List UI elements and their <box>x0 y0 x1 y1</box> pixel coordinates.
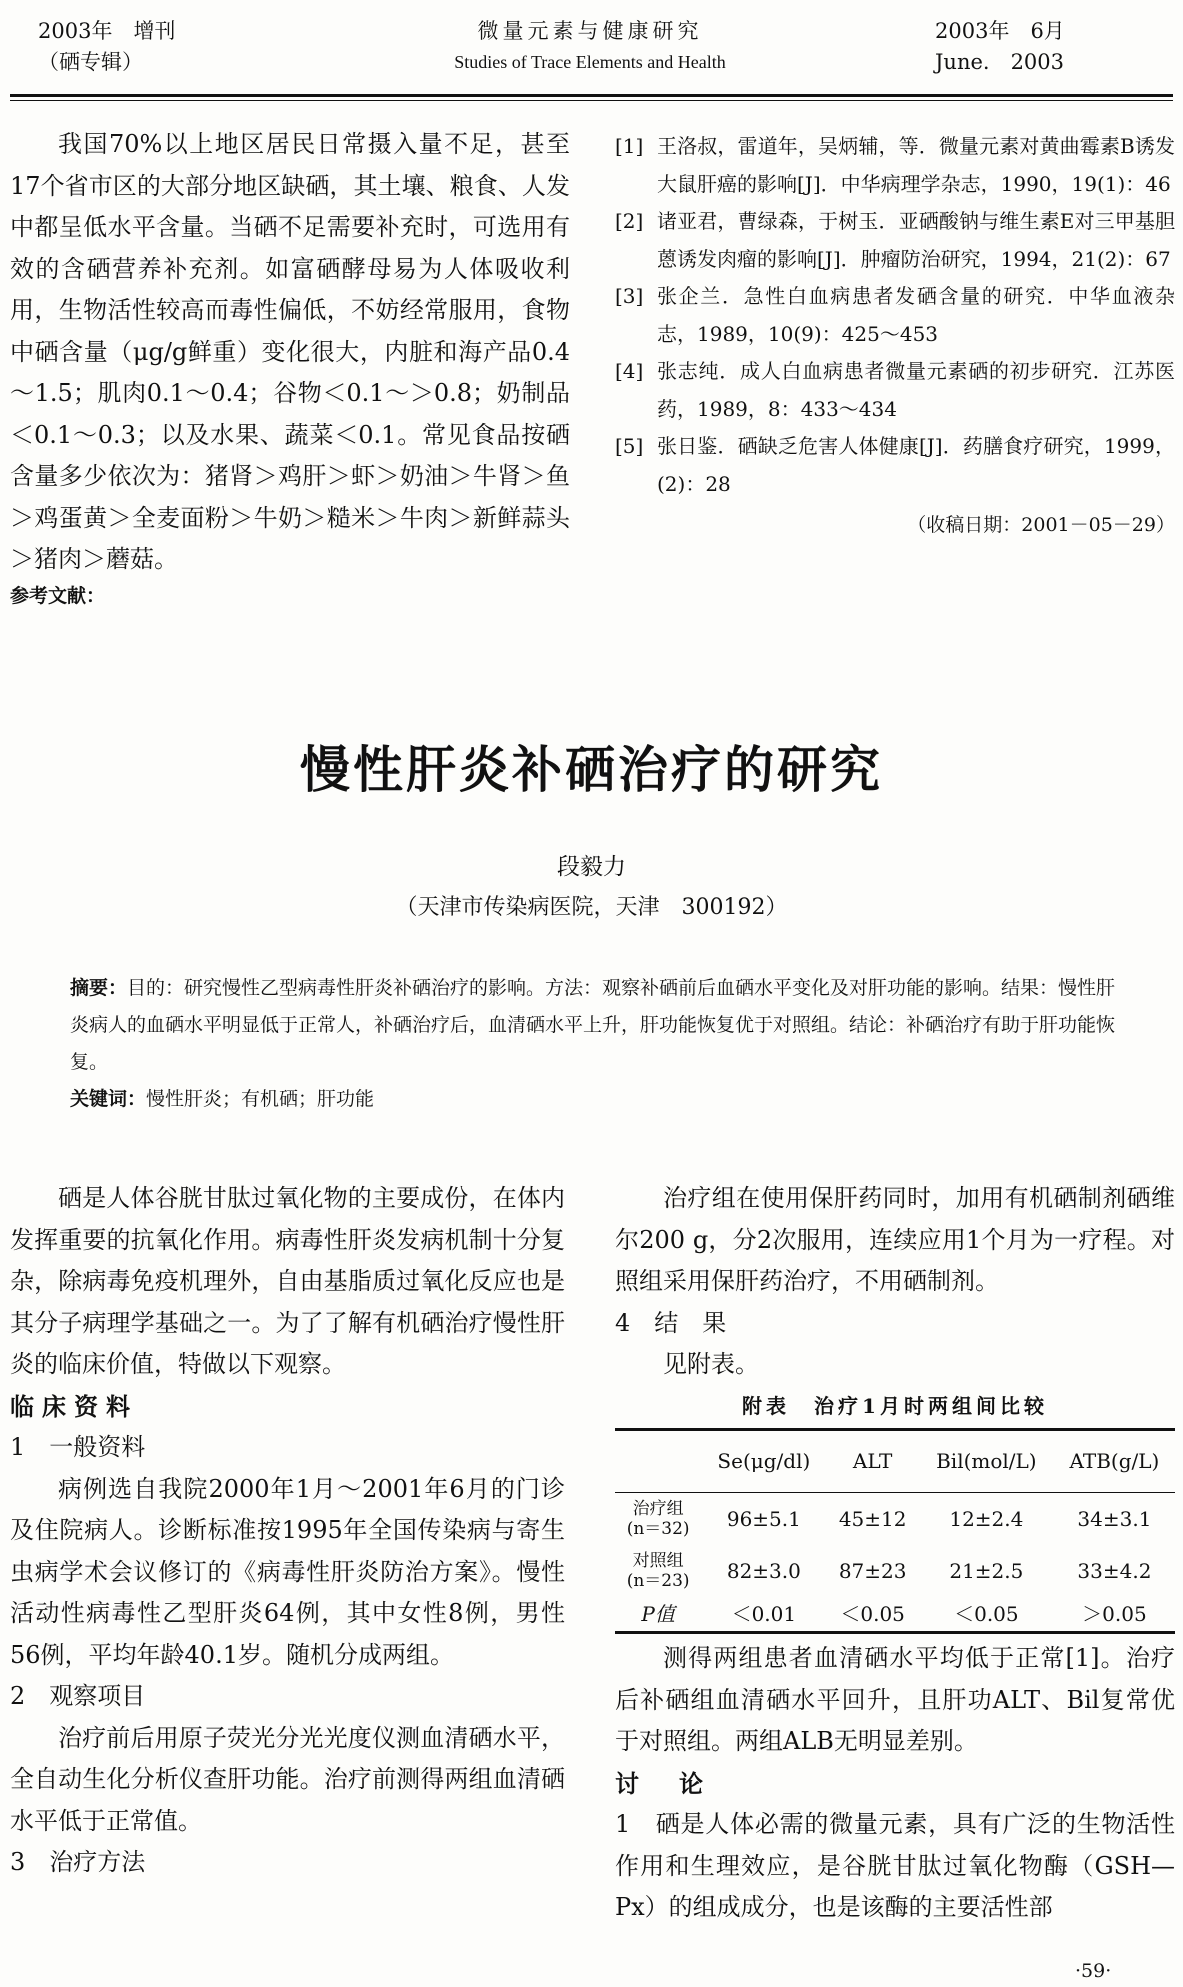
header-date <box>935 16 1065 78</box>
discussion-paragraph: 1 硒是人体必需的微量元素，具有广泛的生物活性作用和生理效应，是谷胱甘肽过氧化物酶（GSH—Px）的组成成分，也是该酶的主要活性部 <box>615 1810 1175 1921</box>
general-data-paragraph: 病例选自我院2000年1月～2001年6月的门诊及住院病人。诊断标准按1995年全国传染病与寄生虫病学术会议修订的《病毒性肝炎防治方案》。慢性活动性病毒性乙型肝炎64例，其中女性8例，男性56例，平均年龄40.1岁。随机分成两组。 <box>10 1474 565 1669</box>
reference-text: 张企兰．急性白血病患者发硒含量的研究．中华血液杂志，1989，10(9)：425～453 <box>657 284 1175 346</box>
table-cell: ＜0.01 <box>701 1597 826 1633</box>
header-year-supplement: 2003年 增刊 <box>38 19 176 43</box>
header-journal <box>320 16 860 78</box>
table-cell: ＜0.05 <box>919 1597 1054 1633</box>
subheading-treatment: 3 治疗方法 <box>10 1848 146 1876</box>
table-row <box>615 1545 1175 1597</box>
body-right-column <box>615 1178 1175 1929</box>
subheading-general: 1 一般资料 <box>10 1433 146 1461</box>
body-left-column <box>10 1178 565 1884</box>
reference-text: 张志纯．成人白血病患者微量元素硒的初步研究．江苏医药，1989，8：433～434 <box>657 359 1175 421</box>
results-table-reference: 见附表。 <box>663 1350 759 1378</box>
group-name: 对照组 <box>632 1551 684 1571</box>
comparison-table <box>615 1428 1175 1635</box>
reference-number: [3] <box>615 284 644 308</box>
table-cell: 96±5.1 <box>726 1507 801 1531</box>
group-n: (n＝23) <box>626 1571 690 1591</box>
subheading-results: 4 结 果 <box>615 1308 727 1337</box>
results-paragraph: 测得两组患者血清硒水平均低于正常[1]。治疗后补硒组血清硒水平回升，且肝功ALT、Bil复常优于对照组。两组ALB无明显差别。 <box>615 1644 1175 1755</box>
reference-text: 王洛叔，雷道年，吴炳辅，等．微量元素对黄曲霉素B诱发大鼠肝癌的影响[J]．中华病理学杂志，1990，19(1)：46 <box>657 134 1175 196</box>
reference-number: [4] <box>615 359 644 383</box>
table-cell: 87±23 <box>838 1559 907 1583</box>
table-row <box>615 1493 1175 1546</box>
section-heading-discussion: 讨 论 <box>615 1768 711 1798</box>
prev-article-paragraph: 我国70%以上地区居民日常摄入量不足，甚至17个省市区的大部分地区缺硒，其土壤、粮食、人发中都呈低水平含量。当硒不足需要补充时，可选用有效的含硒营养补充剂。如富硒酵母易为人体吸收利用，生物活性较高而毒性偏低，不妨经常服用，食物中硒含量（μg/g鲜重）变化很大，内脏和海产品0.4～1.5；肌肉0.1～0.4；谷物＜0.1～＞0.8；奶制品＜0.1～0.3；以及水果、蔬菜＜0.1。常见食品按硒含量多少依次为：猪肾＞鸡肝＞虾＞奶油＞牛肾＞鱼＞鸡蛋黄＞全麦面粉＞牛奶＞糙米＞牛肉＞新鲜蒜头＞猪肉＞蘑菇。 <box>10 130 570 573</box>
table-group-cell <box>615 1493 701 1546</box>
table-cell: 82±3.0 <box>726 1559 801 1583</box>
keywords-text: 慢性肝炎；有机硒；肝功能 <box>146 1088 375 1110</box>
group-name: 治疗组 <box>632 1499 684 1519</box>
table-group-cell: P值 <box>615 1597 701 1633</box>
abstract <box>70 970 1120 1081</box>
table-cell: ＞0.05 <box>1054 1597 1175 1633</box>
prev-article-column <box>10 124 570 611</box>
table-header-cell <box>615 1429 701 1493</box>
abstract-text: 目的：研究慢性乙型病毒性肝炎补硒治疗的影响。方法：观察补硒前后血硒水平变化及对肝功能的影响。结果：慢性肝炎病人的血硒水平明显低于正常人，补硒治疗后，血清硒水平上升，肝功能恢复优于对照组。结论：补硒治疗有助于肝功能恢复。 <box>70 977 1116 1073</box>
keywords <box>70 1081 1120 1118</box>
table-cell: ＜0.05 <box>826 1597 919 1633</box>
abstract-label: 摘要： <box>70 977 128 999</box>
reference-item <box>615 278 1175 353</box>
header-rule-thick <box>10 94 1173 97</box>
page-number: ·59· <box>1075 1960 1112 1982</box>
header-date-cn: 2003年 6月 <box>935 19 1065 43</box>
page-header <box>0 10 1183 90</box>
reference-item <box>615 428 1175 503</box>
header-date-en: June. 2003 <box>935 50 1065 74</box>
journal-title-en: Studies of Trace Elements and Health <box>454 52 726 72</box>
table-header-cell: Se(μg/dl) <box>701 1429 826 1493</box>
article-affiliation: （天津市传染病医院，天津 300192） <box>395 895 788 920</box>
reference-text: 张日鉴．硒缺乏危害人体健康[J]．药膳食疗研究，1999，(2)：28 <box>657 434 1175 496</box>
header-issue <box>38 16 175 78</box>
table-header-cell: Bil(mol/L) <box>919 1429 1054 1493</box>
references-heading: 参考文献： <box>10 584 106 607</box>
table-cell: 21±2.5 <box>949 1559 1024 1583</box>
reference-item <box>615 128 1175 203</box>
reference-number: [5] <box>615 434 644 458</box>
section-heading-clinical: 临床资料 <box>10 1391 138 1421</box>
table-cell: 45±12 <box>838 1507 907 1531</box>
reference-text: 诸亚君，曹绿森，于树玉．亚硒酸钠与维生素E对三甲基胆蒽诱发肉瘤的影响[J]．肿瘤防治研究，1994，21(2)：67 <box>657 209 1175 271</box>
observation-paragraph: 治疗前后用原子荧光分光光度仪测血清硒水平，全自动生化分析仪查肝功能。治疗前测得两组血清硒水平低于正常值。 <box>10 1723 565 1835</box>
reference-list <box>615 128 1175 545</box>
table-header-cell: ALT <box>826 1429 919 1493</box>
group-n: (n＝32) <box>626 1519 690 1539</box>
reference-item <box>615 353 1175 428</box>
reference-number: [1] <box>615 134 644 158</box>
keywords-label: 关键词： <box>70 1088 147 1110</box>
article-title: 慢性肝炎补硒治疗的研究 <box>300 740 883 799</box>
table-cell: 12±2.4 <box>949 1507 1024 1531</box>
table-cell: 34±3.1 <box>1077 1507 1152 1531</box>
table-title: 附表 治疗1月时两组间比较 <box>742 1393 1048 1418</box>
intro-paragraph: 硒是人体谷胱甘肽过氧化物的主要成份，在体内发挥重要的抗氧化作用。病毒性肝炎发病机制十分复杂，除病毒免疫机理外，自由基脂质过氧化反应也是其分子病理学基础之一。为了了解有机硒治疗慢性肝炎的临床价值，特做以下观察。 <box>10 1184 565 1378</box>
header-rule-thin <box>10 100 1173 101</box>
article-author: 段毅力 <box>557 854 626 880</box>
received-date: （收稿日期：2001－05－29） <box>907 514 1175 536</box>
header-special-issue: （硒专辑） <box>38 50 143 74</box>
journal-title-cn: 微量元素与健康研究 <box>477 19 703 43</box>
treatment-paragraph: 治疗组在使用保肝药同时，加用有机硒制剂硒维尔200 g，分2次服用，连续应用1个月为一疗程。对照组采用保肝药治疗，不用硒制剂。 <box>615 1184 1175 1295</box>
subheading-observation: 2 观察项目 <box>10 1682 146 1710</box>
abstract-block <box>70 970 1120 1118</box>
reference-item <box>615 203 1175 278</box>
reference-number: [2] <box>615 209 644 233</box>
table-cell: 33±4.2 <box>1077 1559 1152 1583</box>
table-group-cell <box>615 1545 701 1597</box>
table-header-row <box>615 1429 1175 1493</box>
table-row <box>615 1597 1175 1633</box>
table-header-cell: ATB(g/L) <box>1054 1429 1175 1493</box>
